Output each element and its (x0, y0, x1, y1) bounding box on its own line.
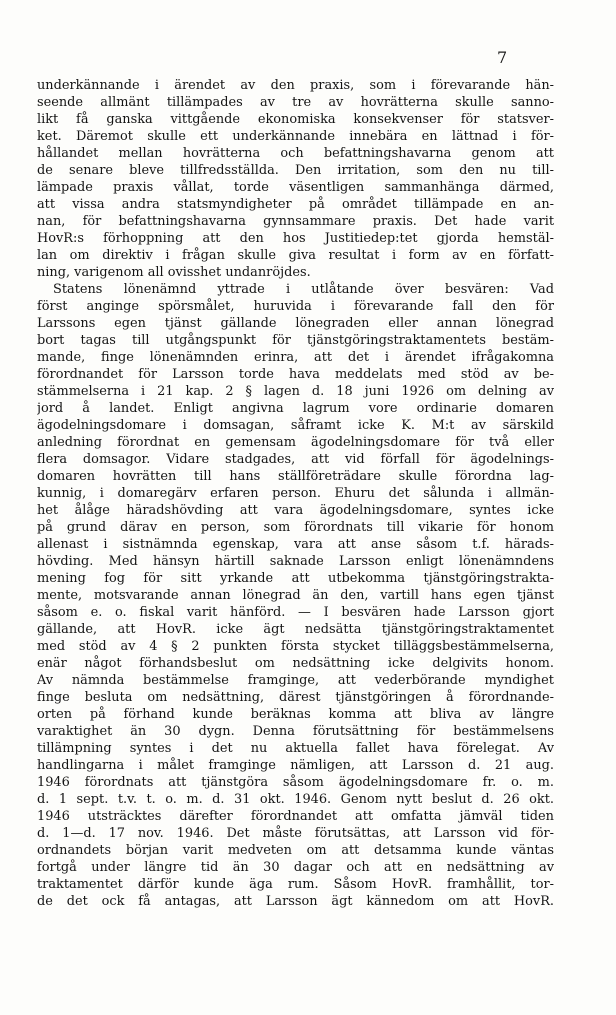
text-line: att vissa andra statsmyndigheter på området tillämpade en an- (37, 197, 554, 212)
text-line: varaktighet än 30 dygn. Denna förutsättning för bestämmelsens (37, 724, 554, 739)
text-line: nan, för befattningshavarna gynnsammare praxis. Det hade varit (37, 214, 554, 229)
text-line: het ålåge häradshövding att vara ägodelningsdomare, syntes icke (37, 503, 554, 518)
text-line: de senare bleve tillfredsställda. Den irritation, som den nu till- (37, 163, 554, 178)
text-line: traktamentet därför kunde äga rum. Såsom HovR. framhållit, tor- (37, 877, 554, 892)
text-line: hövding. Med hänsyn härtill saknade Larsson enligt lönenämndens (37, 554, 554, 569)
text-line: seende allmänt tillämpades av tre av hovrätterna skulle sanno- (37, 95, 554, 110)
text-line: lämpade praxis vållat, torde väsentligen sammanhänga därmed, (37, 180, 554, 195)
text-line: 1946 utsträcktes därefter förordnandet att omfatta jämväl tiden (37, 809, 554, 824)
text-line: fortgå under längre tid än 30 dagar och att en nedsättning av (37, 860, 554, 875)
text-line: mening fog för sitt yrkande att utbekomma tjänstgöringstrakta- (37, 571, 554, 586)
text-line: enär något förhandsbeslut om nedsättning icke delgivits honom. (37, 656, 554, 671)
text-line: med stöd av 4 § 2 punkten första stycket tilläggsbestämmelserna, (37, 639, 554, 654)
text-line: stämmelserna i 21 kap. 2 § lagen d. 18 juni 1926 om delning av (37, 384, 554, 399)
text-line: jord å landet. Enligt angivna lagrum vore ordinarie domaren (37, 401, 554, 416)
text-line: likt få ganska vittgående ekonomiska konsekvenser för statsver- (37, 112, 554, 127)
text-line: bort tagas till utgångspunkt för tjänstgöringstraktamentets bestäm- (37, 333, 554, 348)
text-line: lan om direktiv i frågan skulle giva resultat i form av en författ- (37, 248, 554, 263)
text-line: flera domsagor. Vidare stadgades, att vid förfall för ägodelnings- (37, 452, 554, 467)
text-line: kunnig, i domaregärv erfaren person. Ehuru det sålunda i allmän- (37, 486, 554, 501)
text-line: förordnandet för Larsson torde hava meddelats med stöd av be- (37, 367, 554, 382)
text-line: anledning förordnat en gemensam ägodelningsdomare för två eller (37, 435, 554, 450)
text-line: tillämpning syntes i det nu aktuella fallet hava förelegat. Av (37, 741, 554, 756)
text-line: 1946 förordnats att tjänstgöra såsom ägodelningsdomare fr. o. m. (37, 775, 554, 790)
text-line: handlingarna i målet framginge nämligen, att Larsson d. 21 aug. (37, 758, 554, 773)
text-line: de det ock få antagas, att Larsson ägt kännedom om att HovR. (37, 894, 554, 909)
text-line: d. 1—d. 17 nov. 1946. Det måste förutsättas, att Larsson vid för- (37, 826, 554, 841)
text-line: hållandet mellan hovrätterna och befattningshavarna genom att (37, 146, 554, 161)
text-line: d. 1 sept. t.v. t. o. m. d. 31 okt. 1946. Genom nytt beslut d. 26 okt. (37, 792, 554, 807)
text-line: ket. Däremot skulle ett underkännande innebära en lättnad i för- (37, 129, 554, 144)
text-line: gällande, att HovR. icke ägt nedsätta tjänstgöringstraktamentet (37, 622, 554, 637)
text-line: först anginge spörsmålet, huruvida i förevarande fall den för (37, 299, 554, 314)
text-line: domaren hovrätten till hans ställföreträdare skulle förordna lag- (37, 469, 554, 484)
text-line: Larssons egen tjänst gällande lönegraden eller annan lönegrad (37, 316, 554, 331)
text-line: allenast i sistnämnda egenskap, vara att anse såsom t.f. härads- (37, 537, 554, 552)
text-line: på grund därav en person, som förordnats till vikarie för honom (37, 520, 554, 535)
text-line: ning, varigenom all ovisshet undanröjdes. (37, 265, 311, 280)
text-line: mande, finge lönenämnden erinra, att det i ärendet ifrågakomna (37, 350, 554, 365)
text-line: såsom e. o. fiskal varit hänförd. — I besvären hade Larsson gjort (37, 605, 554, 620)
text-line: orten på förhand kunde beräknas komma att bliva av längre (37, 707, 554, 722)
body-text (37, 77, 554, 910)
text-line: ordnandets början varit medveten om att detsamma kunde väntas (37, 843, 554, 858)
text-line: Av nämnda bestämmelse framginge, att vederbörande myndighet (37, 673, 554, 688)
text-line: HovR:s förhoppning att den hos Justitiedep:tet gjorda hemstäl- (37, 231, 554, 246)
text-line: Statens lönenämnd yttrade i utlåtande över besvären: Vad (53, 282, 554, 297)
text-line: mente, motsvarande annan lönegrad än den, vartill hans egen tjänst (37, 588, 554, 603)
text-line: underkännande i ärendet av den praxis, som i förevarande hän- (37, 78, 554, 93)
page-number: 7 (497, 48, 508, 67)
text-line: finge besluta om nedsättning, därest tjänstgöringen å förordnande- (37, 690, 554, 705)
text-line: ägodelningsdomare i domsagan, såframt icke K. M:t av särskild (37, 418, 554, 433)
